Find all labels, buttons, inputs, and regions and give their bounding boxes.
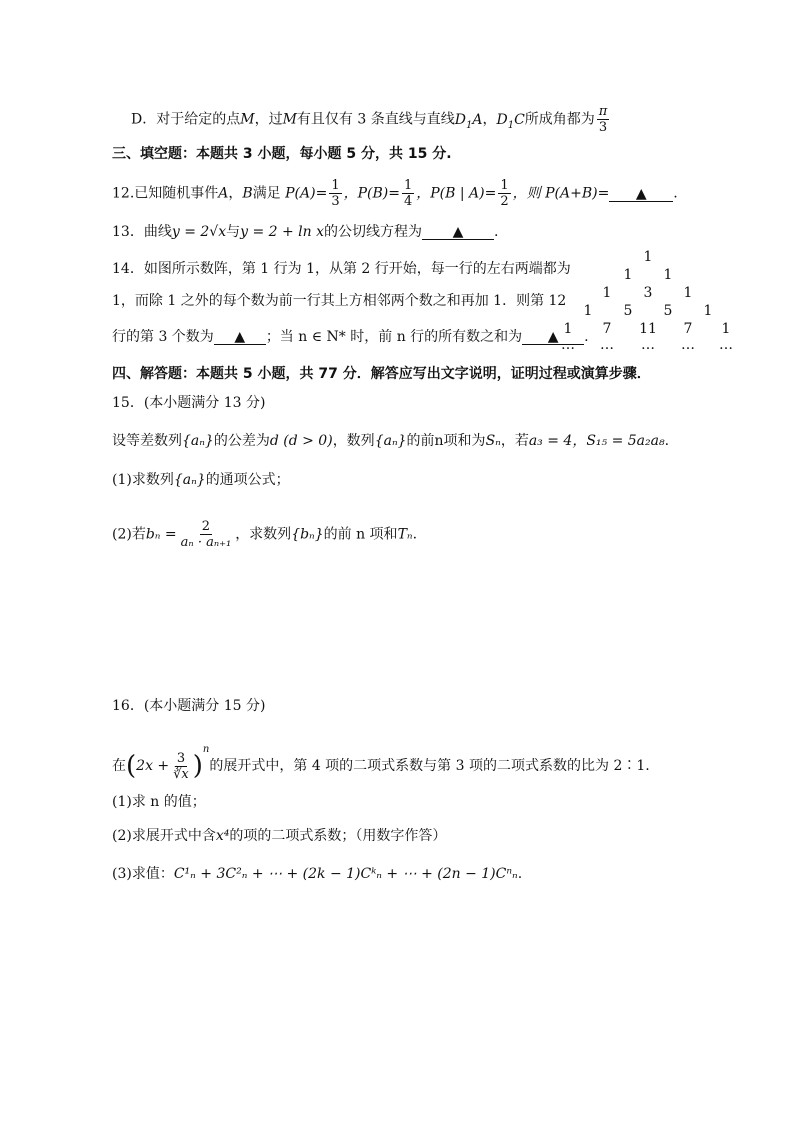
q14-text-2: ；当 n ∈ N* 时，前 n 行的所有数之和为 xyxy=(265,329,523,345)
prob-a: P(A)= xyxy=(285,185,328,202)
q16-part-3 xyxy=(112,864,522,884)
triangle-dots: … xyxy=(561,337,575,353)
exponent-n: n xyxy=(202,744,210,755)
q16-text-2: 的展开式中，第 4 项的二项式系数与第 3 项的二项式系数的比为 2∶1. xyxy=(209,758,650,774)
q14-text: 行的第 3 个数为 xyxy=(112,329,214,345)
q15-stem xyxy=(112,431,669,451)
q15-text-5: ，若 xyxy=(500,433,529,449)
answer-blank[interactable]: ▲ xyxy=(422,225,494,240)
q15-text-3: ，数列 xyxy=(332,433,375,449)
section-4-title: 四、解答题：本题共 5 小题，共 77 分．解答应写出文字说明，证明过程或演算步骤． xyxy=(112,366,651,382)
q13-text: 曲线 xyxy=(143,224,172,240)
event-b: B xyxy=(242,185,253,202)
q15-p2-end: . xyxy=(412,526,418,543)
answer-blank[interactable]: ▲ xyxy=(609,187,673,202)
point-m-2: M xyxy=(282,111,297,128)
q15-text-2: 的公差为 xyxy=(213,433,270,449)
angle-fraction: $\frac{\pi}{3}$ xyxy=(598,104,608,135)
triangle-cell: 1 xyxy=(683,285,693,301)
triangle-cell: 5 xyxy=(663,303,673,319)
q15-part-2 xyxy=(112,519,417,550)
q16-stem xyxy=(112,740,650,782)
prob-b-given-a: ，P(B | A)= xyxy=(416,185,497,202)
q16-p2-text: (2)求展开式中含 xyxy=(112,828,216,844)
question-12 xyxy=(112,178,678,209)
q15-end: . xyxy=(664,433,670,449)
q14-line-1: 14．如图所示数阵，第 1 行为 1，从第 2 行开始，每一行的左右两端都为 xyxy=(112,261,571,277)
triangle-cell: 1 xyxy=(623,267,633,283)
sequence-an: {aₙ} xyxy=(182,433,214,449)
section-3-title: 三、填空题：本题共 3 小题，每小题 5 分，共 15 分. xyxy=(112,146,452,162)
triangle-cell: 1 xyxy=(721,321,731,337)
frac-pba: $\frac{1}{2}$ xyxy=(500,178,509,209)
triangle-cell: 1 xyxy=(643,249,653,265)
option-d-text: D．对于给定的点 xyxy=(131,111,241,128)
option-d xyxy=(131,104,611,135)
q15-text: 设等差数列 xyxy=(112,433,182,449)
q14-end: . xyxy=(584,329,589,345)
q13-text-2: 的公切线方程为 xyxy=(324,224,423,240)
line-d1a: $D_1A$ xyxy=(454,111,483,131)
q16-part-2 xyxy=(112,826,446,846)
option-d-tail: 所成角都为 xyxy=(524,111,595,128)
triangle-cell: 1 xyxy=(663,267,673,283)
q15-part-1 xyxy=(112,470,290,490)
q15-p1-text: (1)求数列 xyxy=(112,472,174,488)
q13-number: 13． xyxy=(112,224,144,240)
sequence-an: {aₙ} xyxy=(173,472,206,488)
paren-close: ) xyxy=(192,751,203,781)
q12-text: 已知随机事件 xyxy=(134,185,219,202)
q15-p2-text: (2)若 xyxy=(112,526,146,543)
triangle-cell: 3 xyxy=(643,285,653,301)
triangle-cell: 5 xyxy=(623,303,633,319)
point-m: M xyxy=(240,111,255,128)
q14-line-3 xyxy=(112,327,589,347)
frac-pa: $\frac{1}{3}$ xyxy=(331,178,340,209)
triangle-cell: 11 xyxy=(639,321,657,337)
triangle-dots: … xyxy=(719,337,733,353)
option-d-text-3: 有且仅有 3 条直线与直线 xyxy=(296,111,455,128)
common-difference: d (d > 0) xyxy=(269,433,333,449)
triangle-cell: 7 xyxy=(602,321,612,337)
q14-line-2: 1，而除 1 之外的每个数为前一行其上方相邻两个数之和再加 1．则第 12 xyxy=(112,293,567,309)
sequence-bn: {bₙ} xyxy=(291,526,324,543)
q12-ask: ，则 P(A+B)= xyxy=(512,185,610,202)
q15-condition: a₃ = 4，S₁₅ = 5a₂a₈ xyxy=(528,433,665,449)
q16-part-1: (1)求 n 的值； xyxy=(112,794,206,810)
prob-b: ，P(B)= xyxy=(343,185,400,202)
triangle-cell: 1 xyxy=(563,321,573,337)
q16-p2-text-2: 的项的二项式系数；（用数字作答） xyxy=(229,828,447,844)
triangle-dots: … xyxy=(681,337,695,353)
q12-end: . xyxy=(673,185,678,202)
curve-2: y = 2 + ln x xyxy=(240,224,325,240)
q12-comma: ， xyxy=(228,185,243,202)
sum-tn: Tₙ xyxy=(397,526,413,543)
answer-blank-2[interactable]: ▲ xyxy=(522,330,584,345)
q13-end: . xyxy=(494,224,499,240)
sum-sn: Sₙ xyxy=(485,433,501,449)
curve-1: y = 2√x xyxy=(171,224,227,240)
bn-fraction: $\frac{2}{\text{aₙ · aₙ₊₁}}$ xyxy=(180,519,232,550)
triangle-cell: 1 xyxy=(583,303,593,319)
q12-number: 12. xyxy=(112,185,135,202)
q16-header: 16．(本小题满分 15 分) xyxy=(112,698,266,714)
triangle-cell: 7 xyxy=(683,321,693,337)
q12-text-2: 满足 xyxy=(252,185,281,202)
separator: ， xyxy=(482,111,497,128)
triangle-cell: 1 xyxy=(703,303,713,319)
expr-fraction: $\frac{3}{∛x}$ xyxy=(173,750,189,782)
sequence-an: {aₙ} xyxy=(374,433,407,449)
q15-text-4: 的前n项和为 xyxy=(406,433,486,449)
event-a: A xyxy=(218,185,229,202)
triangle-cell: 1 xyxy=(602,285,612,301)
frac-pb: $\frac{1}{4}$ xyxy=(403,178,413,209)
q13-with: 与 xyxy=(226,224,241,240)
triangle-dots: … xyxy=(641,337,655,353)
paren-open: ( xyxy=(126,751,137,781)
line-d1c: $D_1C$ xyxy=(496,111,525,131)
q16-text: 在 xyxy=(112,758,126,774)
triangle-dots: … xyxy=(600,337,614,353)
q15-p1-text-2: 的通项公式； xyxy=(205,472,290,488)
q15-p2-text-3: 的前 n 项和 xyxy=(323,526,398,543)
q15-header: 15．(本小题满分 13 分) xyxy=(112,395,266,411)
bn-def: bₙ = xyxy=(145,526,177,543)
q16-p3-end: . xyxy=(517,866,523,882)
question-13 xyxy=(112,222,498,242)
expr-2x: 2x + xyxy=(136,758,170,774)
answer-blank-1[interactable]: ▲ xyxy=(214,330,266,345)
q15-p2-text-2: ，求数列 xyxy=(235,526,292,543)
q16-p3-text: (3)求值： xyxy=(112,866,174,882)
option-d-text-2: ，过 xyxy=(254,111,283,128)
x-power-4: x⁴ xyxy=(215,828,230,844)
binomial-sum: C¹ₙ + 3C²ₙ + ⋯ + (2k − 1)Cᵏₙ + ⋯ + (2n − 1)Cⁿₙ xyxy=(173,866,518,882)
